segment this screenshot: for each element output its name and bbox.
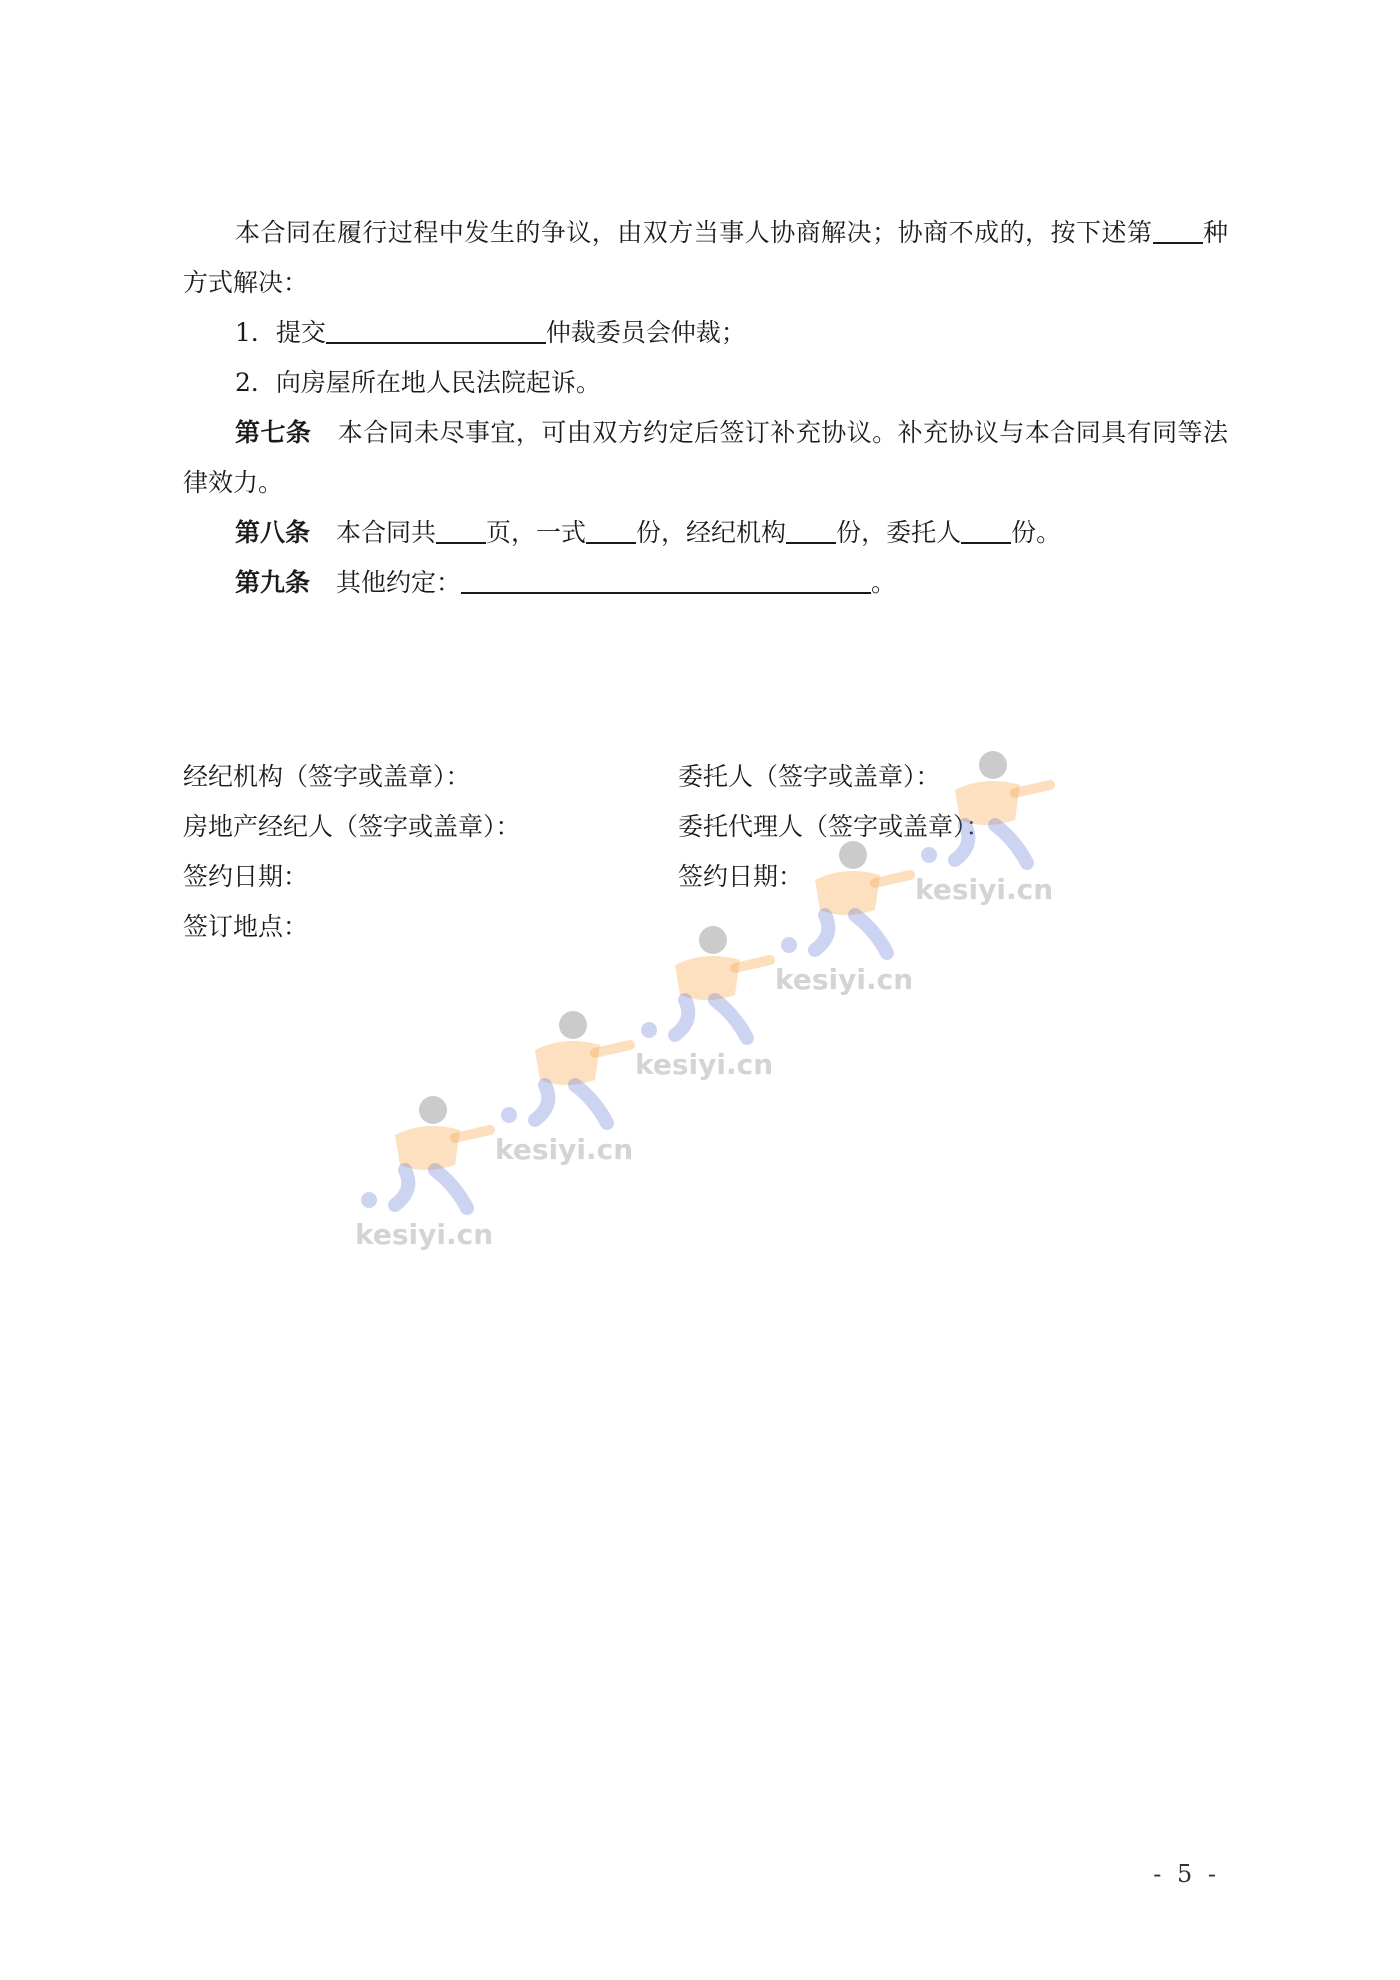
- runner-icon: [495, 1005, 645, 1135]
- article-8-text-2: 页，一式: [486, 518, 587, 547]
- agent-signature-label: 房地产经纪人（签字或盖章）：: [183, 812, 521, 841]
- copy-count-blank: [586, 516, 636, 544]
- watermark: [495, 1005, 645, 1175]
- client-agent-signature-label: 委托代理人（签字或盖章）：: [678, 812, 991, 841]
- watermark-text: kesiyi.cn: [495, 1133, 634, 1166]
- article-9-end: 。: [871, 568, 897, 597]
- contract-body: [183, 208, 1228, 608]
- watermark-text: kesiyi.cn: [635, 1048, 774, 1081]
- runner-icon: [355, 1090, 505, 1220]
- agency-signature-label: 经纪机构（签字或盖章）：: [183, 762, 471, 791]
- sign-date-right-label: 签约日期：: [678, 862, 804, 891]
- arbitration-commission-blank: [326, 316, 546, 344]
- watermark-text: kesiyi.cn: [915, 873, 1054, 906]
- article-9-title: 第九条: [235, 568, 311, 597]
- article-7-title: 第七条: [235, 418, 312, 447]
- article-8: [183, 508, 1228, 558]
- signature-row-4: [183, 902, 1228, 952]
- dispute-text-1: 本合同在履行过程中发生的争议，由双方当事人协商解决；协商不成的，按下述第: [235, 218, 1153, 247]
- signature-row-1: [183, 752, 1228, 802]
- article-7: [183, 408, 1228, 508]
- option-1-suffix: 仲裁委员会仲裁；: [545, 318, 746, 347]
- article-8-title: 第八条: [235, 518, 311, 547]
- client-copies-blank: [961, 516, 1011, 544]
- dispute-paragraph: [183, 208, 1228, 308]
- other-terms-blank: [461, 566, 871, 594]
- article-8-text-4: 份，委托人: [836, 518, 962, 547]
- option-1-prefix: 1．提交: [235, 318, 326, 347]
- agency-copies-blank: [786, 516, 836, 544]
- signature-block: [183, 752, 1228, 952]
- dispute-method-blank: [1153, 216, 1203, 244]
- watermark: [355, 1090, 505, 1260]
- option-1-line: [183, 308, 1228, 358]
- article-9: [183, 558, 1228, 608]
- article-8-text-3: 份，经纪机构: [636, 518, 787, 547]
- article-7-text: 本合同未尽事宜，可由双方约定后签订补充协议。补充协议与本合同具有同等法律效力。: [183, 418, 1228, 497]
- article-8-text-5: 份。: [1011, 518, 1062, 547]
- sign-date-left-label: 签约日期：: [183, 862, 309, 891]
- watermark-text: kesiyi.cn: [355, 1218, 494, 1251]
- option-2-line: [183, 358, 1228, 408]
- signature-row-2: [183, 802, 1228, 852]
- signature-row-3: [183, 852, 1228, 902]
- article-8-text-1: 本合同共: [336, 518, 437, 547]
- option-2-text: 2．向房屋所在地人民法院起诉。: [235, 368, 601, 397]
- dispute-text-2: 种方式解决：: [183, 218, 1228, 297]
- article-9-text: 其他约定：: [336, 568, 462, 597]
- page-count-blank: [436, 516, 486, 544]
- watermark-text: kesiyi.cn: [775, 963, 914, 996]
- sign-place-label: 签订地点：: [183, 912, 309, 941]
- page-number: - 5 -: [1153, 1860, 1220, 1888]
- client-signature-label: 委托人（签字或盖章）：: [678, 762, 941, 791]
